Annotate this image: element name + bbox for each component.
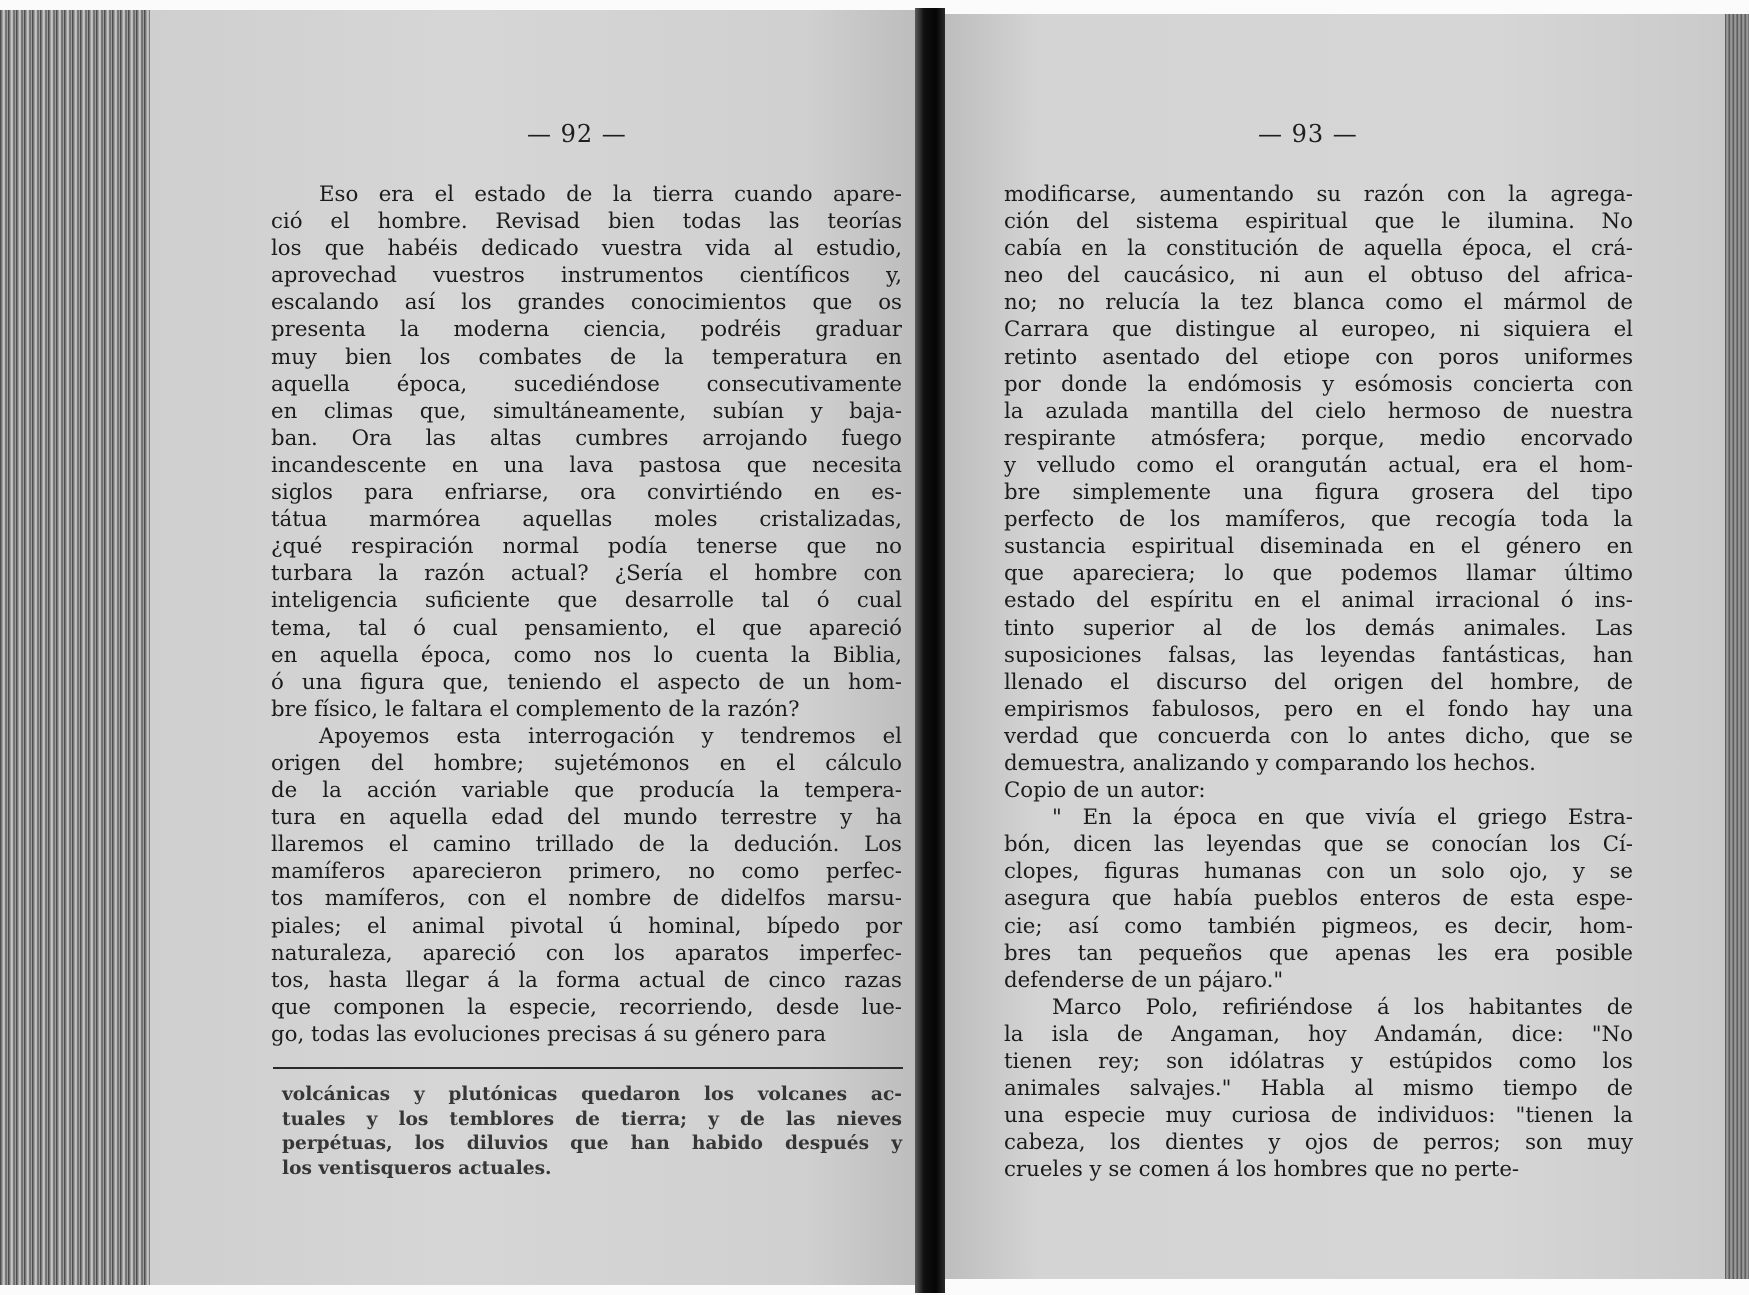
text-line: llaremos el camino trillado de la dedución. Los xyxy=(271,832,902,858)
text-line: bón, dicen las leyendas que se conocían los Cí- xyxy=(1004,832,1633,858)
text-line: demuestra, analizando y comparando los hechos. xyxy=(1004,750,1536,776)
left-page-footnote xyxy=(282,1083,902,1181)
text-line: Marco Polo, refiriéndose á los habitantes de xyxy=(1052,994,1633,1020)
text-line: la isla de Angaman, hoy Andamán, dice: "No xyxy=(1004,1021,1633,1047)
text-line: bres tan pequeños que apenas les era posible xyxy=(1004,940,1633,966)
text-line: bre simplemente una figura grosera del tipo xyxy=(1004,480,1633,506)
left-page-number: — 92 — xyxy=(527,120,627,148)
text-line: defenderse de un pájaro." xyxy=(1004,967,1284,993)
text-line: " En la época en que vivía el griego Estra- xyxy=(1052,805,1633,831)
text-line: crueles y se comen á los hombres que no perte- xyxy=(1004,1157,1520,1183)
text-line: clopes, figuras humanas con un solo ojo, y se xyxy=(1004,859,1633,885)
text-line: go, todas las evoluciones precisas á su género para xyxy=(271,1021,827,1047)
text-line: de la acción variable que producía la tempera- xyxy=(271,778,902,804)
text-line: por donde la endómosis y esómosis concierta con xyxy=(1004,371,1633,397)
right-page-body xyxy=(1004,181,1633,1183)
text-line: la azulada mantilla del cielo hermoso de nuestra xyxy=(1004,398,1633,424)
right-page-number: — 93 — xyxy=(1258,120,1358,148)
text-line: origen del hombre; sujetémonos en el cálculo xyxy=(271,750,902,776)
text-line: ban. Ora las altas cumbres arrojando fuego xyxy=(271,425,902,451)
text-line: y velludo como el orangután actual, era el hom- xyxy=(1004,452,1633,478)
text-line: retinto asentado del etiope con poros uniformes xyxy=(1004,344,1633,370)
text-line: tuales y los temblores de tierra; y de las nieves xyxy=(282,1108,902,1130)
text-line: piales; el animal pivotal ú hominal, bípedo por xyxy=(271,913,902,939)
text-line: Apoyemos esta interrogación y tendremos el xyxy=(319,723,902,749)
text-line: incandescente en una lava pastosa que necesita xyxy=(271,452,902,478)
right-page-edges xyxy=(1725,14,1749,1279)
text-line: tátua marmórea aquellas moles cristalizadas, xyxy=(271,507,902,533)
text-line: mamíferos aparecieron primero, no como perfec- xyxy=(271,859,902,885)
text-line: perfecto de los mamíferos, que recogía toda la xyxy=(1004,507,1633,533)
text-line: Copio de un autor: xyxy=(1004,778,1206,804)
text-line: asegura que había pueblos enteros de esta espe- xyxy=(1004,886,1633,912)
text-line: cabía en la constitución de aquella época, el crá- xyxy=(1004,236,1633,262)
text-line: ción del sistema espiritual que le ilumina. No xyxy=(1004,209,1633,235)
left-page-body xyxy=(271,181,902,1048)
text-line: escalando así los grandes conocimientos que os xyxy=(271,290,902,316)
text-line: tema, tal ó cual pensamiento, el que apareció xyxy=(271,615,902,641)
text-line: bre físico, le faltara el complemento de la razón? xyxy=(271,696,800,722)
text-line: que apareciera; lo que podemos llamar último xyxy=(1004,561,1633,587)
text-line: una especie muy curiosa de individuos: "tienen la xyxy=(1004,1103,1633,1129)
text-line: cie; así como también pigmeos, es decir, hom- xyxy=(1004,913,1633,939)
text-line: tura en aquella edad del mundo terrestre y ha xyxy=(271,805,902,831)
text-line: tinto superior al de los demás animales. Las xyxy=(1004,615,1633,641)
text-line: ó una figura que, teniendo el aspecto de un hom- xyxy=(271,669,902,695)
text-line: Carrara que distingue al europeo, ni siquiera el xyxy=(1004,317,1633,343)
text-line: presenta la moderna ciencia, podréis graduar xyxy=(271,317,902,343)
text-line: los ventisqueros actuales. xyxy=(282,1157,552,1179)
text-line: llenado el discurso del origen del hombre, de xyxy=(1004,669,1633,695)
text-line: muy bien los combates de la temperatura en xyxy=(271,344,902,370)
text-line: tos mamíferos, con el nombre de didelfos marsu- xyxy=(271,886,902,912)
text-line: modificarse, aumentando su razón con la agrega- xyxy=(1004,182,1633,207)
text-line: en aquella época, como nos lo cuenta la Biblia, xyxy=(271,642,902,668)
text-line: sustancia espiritual diseminada en el género en xyxy=(1004,534,1633,560)
text-line: los que habéis dedicado vuestra vida al estudio, xyxy=(271,236,902,262)
text-line: animales salvajes." Habla al mismo tiempo de xyxy=(1004,1076,1633,1102)
text-line: en climas que, simultáneamente, subían y baja- xyxy=(271,398,902,424)
book-gutter xyxy=(915,8,945,1293)
text-line: estado del espíritu en el animal irracional ó ins- xyxy=(1004,588,1633,614)
text-line: empirismos fabulosos, pero en el fondo hay una xyxy=(1004,696,1633,722)
text-line: aquella época, sucediéndose consecutivamente xyxy=(271,371,902,397)
text-line: no; no relucía la tez blanca como el mármol de xyxy=(1004,290,1633,316)
text-line: verdad que concuerda con lo antes dicho, que se xyxy=(1004,723,1633,749)
text-line: aprovechad vuestros instrumentos científicos y, xyxy=(271,263,902,289)
footnote-rule xyxy=(273,1067,903,1069)
text-line: tienen rey; son idólatras y estúpidos como los xyxy=(1004,1049,1633,1074)
text-line: cabeza, los dientes y ojos de perros; son muy xyxy=(1004,1130,1633,1156)
left-page-edges xyxy=(0,10,150,1285)
text-line: respirante atmósfera; porque, medio encorvado xyxy=(1004,425,1633,451)
text-line: que componen la especie, recorriendo, desde lue- xyxy=(271,994,902,1020)
text-line: naturaleza, apareció con los aparatos imperfec- xyxy=(271,940,902,966)
text-line: suposiciones falsas, las leyendas fantásticas, han xyxy=(1004,642,1633,668)
text-line: tos, hasta llegar á la forma actual de cinco razas xyxy=(271,967,902,993)
text-line: turbara la razón actual? ¿Sería el hombre con xyxy=(271,561,902,587)
text-line: siglos para enfriarse, ora convirtiéndo en es- xyxy=(271,480,902,506)
text-line: inteligencia suficiente que desarrolle tal ó cual xyxy=(271,588,902,614)
text-line: perpétuas, los diluvios que han habido después y xyxy=(282,1133,902,1154)
text-line: ció el hombre. Revisad bien todas las teorías xyxy=(271,209,902,235)
text-line: Eso era el estado de la tierra cuando apare- xyxy=(319,182,902,207)
text-line: ¿qué respiración normal podía tenerse que no xyxy=(271,534,902,560)
text-line: neo del caucásico, ni aun el obtuso del africa- xyxy=(1004,263,1633,289)
text-line: volcánicas y plutónicas quedaron los volcanes ac- xyxy=(282,1084,902,1105)
